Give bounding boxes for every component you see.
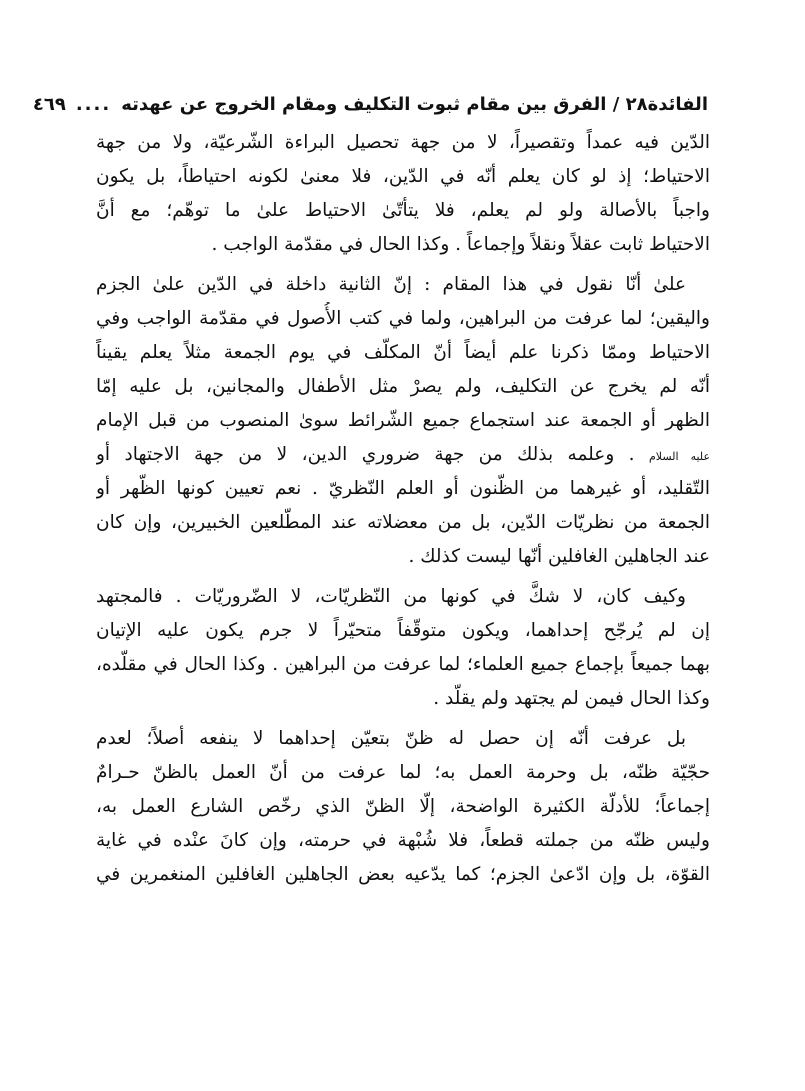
paragraph-4 [96,722,710,892]
text-line: بهما جميعاً بإجماع جميع العلماء؛ لما عرفت من البراهين . وكذا الحال في مقلّده، [96,654,710,675]
text-line: وكذا الحال فيمن لم يجتهد ولم يقلّد . [433,688,710,709]
page-number: ٤٦٩ [32,93,66,115]
text-line: إن لم يُرجّح إحداهما، ويكون متوقّفاً متحيّراً لا جرم يكون عليه الإتيان [96,620,710,641]
text-line: واليقين؛ لما عرفت من البراهين، ولما في كتب الأُصول في مقدّمة الواجب وفي [96,308,710,329]
text-line: واجباً بالأصالة ولو لم يعلم، فلا يتأتّىٰ الاحتياط علىٰ ما توهّم؛ مع أنَّ [96,200,710,221]
text-line-rest: . وعلمه بذلك من جهة ضروري الدين، لا من جهة الاجتهاد أو [96,444,649,465]
text-line: إجماعاً؛ للأدلّة الكثيرة الواضحة، إلّا الظنّ الذي رخّص الشارع العمل به، [96,796,710,817]
paragraph-3 [96,580,710,716]
text-line: وليس ظنّه من جملته قطعاً، فلا شُبْهة في حرمته، وإن كانَ عنْده في غاية [96,830,710,851]
text-line: حجّيّة ظنّه، بل وحرمة العمل به؛ لما عرفت من أنّ العمل بالظنّ حـرامٌ [96,762,710,783]
text-line: القوّة، بل وإن ادّعىٰ الجزم؛ كما يدّعيه بعض الجاهلين الغافلين المنغمرين في [96,864,710,885]
body-text [96,126,710,898]
running-header [32,86,708,122]
header-dots: .... [75,93,112,115]
text-line: عند الجاهلين الغافلين أنّها ليست كذلك . [408,546,710,567]
header-title: الفائدة٢٨ / الفرق بين مقام ثبوت التكليف ومقام الخروج عن عهدته [121,93,708,115]
text-line: علىٰ أنّا نقول في هذا المقام : إنّ الثانية داخلة في الدّين علىٰ الجزم [96,274,686,295]
text-line: الاحتياط وممّا ذكرنا علم أيضاً أنّ المكلّف في يوم الجمعة مثلاً يعلم يقيناً [96,342,710,363]
text-line: الاحتياط ثابت عقلاً ونقلاً وإجماعاً . وكذا الحال في مقدّمة الواجب . [211,234,710,255]
text-line: بل عرفت أنّه إن حصل له ظنّ بتعيّن إحداهما لا ينفعه أصلاً؛ لعدم [96,728,686,749]
text-line: الجمعة من نظريّات الدّين، بل من معضلاته عند المطّلعين الخبيرين، وإن كان [96,512,710,533]
text-line: وكيف كان، لا شكَّ في كونها من النّظريّات، لا الضّروريّات . فالمجتهد [96,586,686,607]
text-line: الدّين فيه عمداً وتقصيراً، لا من جهة تحصيل البراءة الشّرعيّة، ولا من جهة [96,132,710,153]
text-line: التّقليد، أو غيرهما من الظّنون أو العلم النّظريّ . نعم تعيين كونها الظّهر أو [96,478,710,499]
paragraph-2 [96,268,710,574]
text-line-with-honorific [96,438,710,472]
honorific-small-text: عليه السلام [648,450,710,463]
text-line: الاحتياط؛ إذ لو كان يعلم أنّه في الدّين، فلا معنىٰ لكونه احتياطاً، بل يكون [96,166,710,187]
text-line: أنّه لم يخرج عن التكليف، ولم يصرْ مثل الأطفال والمجانين، بل عليه إمّا [96,376,710,397]
text-line: الظهر أو الجمعة عند استجماع جميع الشّرائط سوىٰ المنصوب من قبل الإمام [96,410,710,431]
paragraph-1 [96,126,710,262]
